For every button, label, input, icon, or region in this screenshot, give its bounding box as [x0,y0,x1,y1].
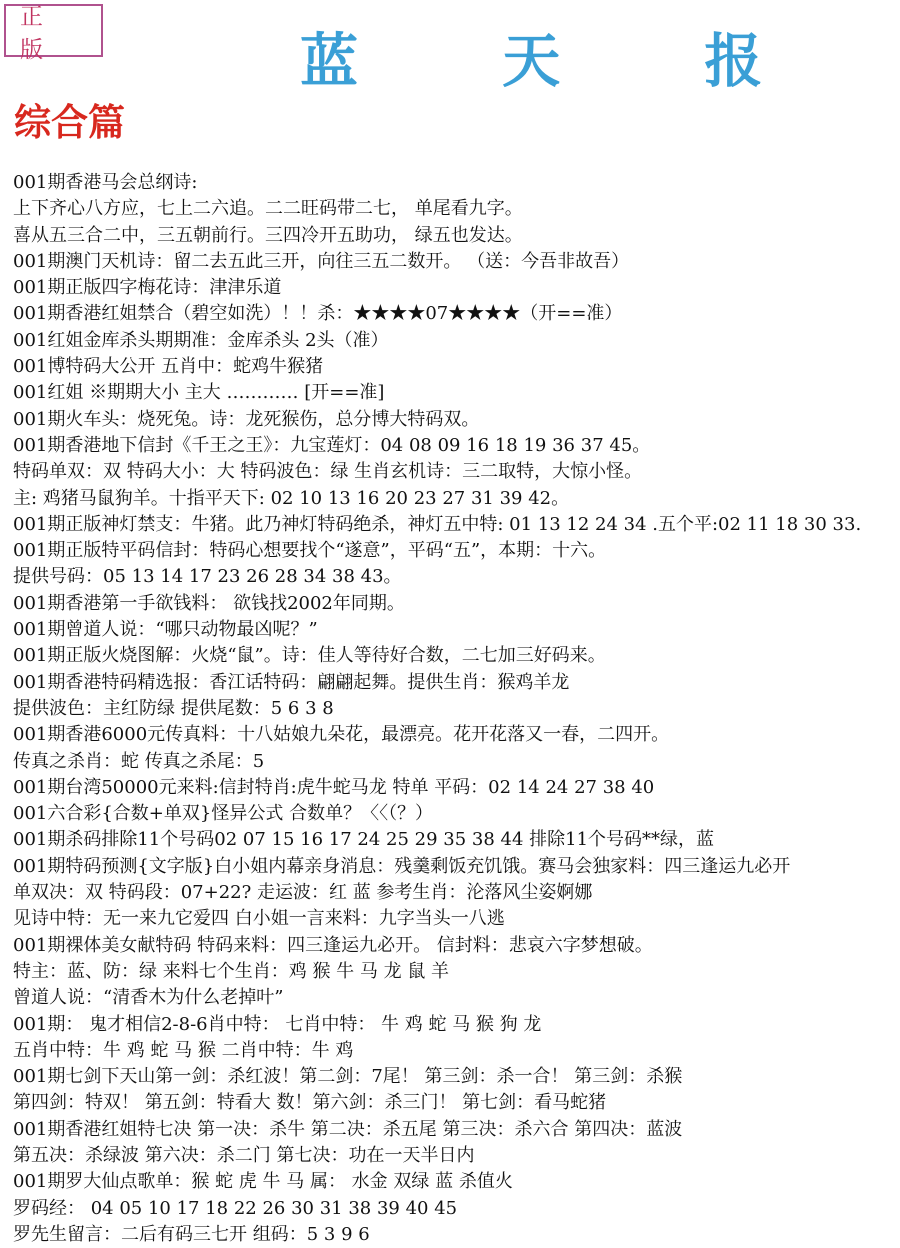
text-line: 001期正版火烧图解：火烧“鼠”。诗：佳人等待好合数，二七加三好码来。 [13,645,606,667]
text-line: 罗先生留言：二后有码三七开 组码：5 3 9 6 [13,1223,370,1245]
text-line: 第五决：杀绿波 第六决：杀二门 第七决：功在一天半日内 [13,1144,475,1166]
text-line: 罗码经： 04 05 10 17 18 22 26 30 31 38 39 40 45 [13,1197,458,1219]
text-lines [13,170,898,1248]
text-line: 001期香港红姐禁合（碧空如洗）！！杀：★★★★07★★★★（开==准） [13,303,623,325]
text-line: 001红姐金库杀头期期准：金库杀头 2头（准） [13,329,389,351]
text-line: 五肖中特：牛 鸡 蛇 马 猴 二肖中特：牛 鸡 [13,1039,354,1061]
text-line: 001期香港第一手欲钱料： 欲钱找2002年同期。 [13,592,405,614]
text-line: 001博特码大公开 五肖中：蛇鸡牛猴猪 [13,356,324,378]
text-line: 001六合彩{合数+单双}怪异公式 合数单？〈〈（？） [13,803,434,825]
text-line: 传真之杀肖：蛇 传真之杀尾：5 [13,750,265,772]
genuine-stamp: 正 版 [4,4,103,57]
text-line: 001期火车头：烧死兔。诗：龙死猴伤，总分博大特码双。 [13,408,480,430]
text-line: 001期： 鬼才相信2-8-6肖中特： 七肖中特： 牛 鸡 蛇 马 猴 狗 龙 [13,1013,542,1035]
text-line: 单双决：双 特码段：07+22? 走运波：红 蓝 参考生肖：沦落风尘姿婀娜 [13,882,593,904]
text-line: 001期裸体美女献特码 特码来料：四三逢运九必开。 信封料：悲哀六字梦想破。 [13,934,653,956]
text-line: 特码单双：双 特码大小：大 特码波色：绿 生肖玄机诗：三二取特，大惊小怪。 [13,461,643,483]
text-line: 001期七剑下天山第一剑：杀红波！第二剑：7尾！ 第三剑：杀一合！ 第三剑：杀猴 [13,1066,683,1088]
text-line: 001期曾道人说：“哪只动物最凶呢？” [13,619,318,641]
text-line: 001期杀码排除11个号码02 07 15 16 17 24 25 29 35 38 44 排除11个号码**绿，蓝 [13,829,715,851]
text-line: 曾道人说：“清香木为什么老掉叶” [13,987,284,1009]
text-line: 提供号码：05 13 14 17 23 26 28 34 38 43。 [13,566,402,588]
section-heading: 综合篇 [14,100,125,144]
text-line: 主: 鸡猪马鼠狗羊。十指平天下: 02 10 13 16 20 23 27 31 39 42。 [13,487,570,509]
text-line: 001期香港马会总纲诗: [13,172,198,193]
text-line: 001期香港6000元传真料：十八姑娘九朵花，最漂亮。花开花落又一春，二四开。 [13,724,670,746]
text-line: 001期正版特平码信封：特码心想要找个“遂意”，平码“五”，本期：十六。 [13,540,607,562]
text-line: 001期特码预测{文字版}白小姐内幕亲身消息：残羹剩饭充饥饿。赛马会独家料：四三逢运九必开 [13,855,791,877]
text-line: 第四剑：特双！ 第五剑：特看大 数！第六剑：杀三门！ 第七剑：看马蛇猪 [13,1092,607,1114]
text-line: 001期正版四字梅花诗：津津乐道 [13,277,282,299]
text-line: 001红姐 ※期期大小 主大 ………… [开==准] [13,382,385,404]
text-line: 喜从五三合二中，三五朝前行。三四冷开五助功， 绿五也发达。 [13,224,523,246]
text-line: 提供波色：主红防绿 提供尾数：5 6 3 8 [13,697,334,719]
text-line: 001期澳门天机诗：留二去五此三开，向往三五二数开。 （送：今吾非故吾） [13,250,630,272]
text-line: 001期香港红姐特七决 第一决：杀牛 第二决：杀五尾 第三决：杀六合 第四决：蓝波 [13,1118,683,1140]
text-line: 001期香港特码精选报：香江话特码：翩翩起舞。提供生肖：猴鸡羊龙 [13,671,570,693]
newspaper-title: 蓝 天 报 [300,27,825,95]
text-line: 001期台湾50000元来料:信封特肖:虎牛蛇马龙 特单 平码：02 14 24 27 38 40 [13,776,655,798]
text-line: 001期香港地下信封《千王之王》：九宝莲灯：04 08 09 16 18 19 36 37 45。 [13,434,651,456]
text-line: 001期正版神灯禁支：牛猪。此乃神灯特码绝杀，神灯五中特: 01 13 12 24 34 .五个平:02 11 18 30 33. [13,513,862,535]
text-line: 001期罗大仙点歌单：猴 蛇 虎 牛 马 属： 水金 双绿 蓝 杀值火 [13,1171,513,1193]
text-line: 见诗中特：无一来九它爱四 白小姐一言来料：九字当头一八逃 [13,908,505,930]
text-line: 上下齐心八方应，七上二六追。二二旺码带二七， 单尾看九字。 [13,198,523,220]
text-line: 特主：蓝、防：绿 来料七个生肖：鸡 猴 牛 马 龙 鼠 羊 [13,960,450,982]
